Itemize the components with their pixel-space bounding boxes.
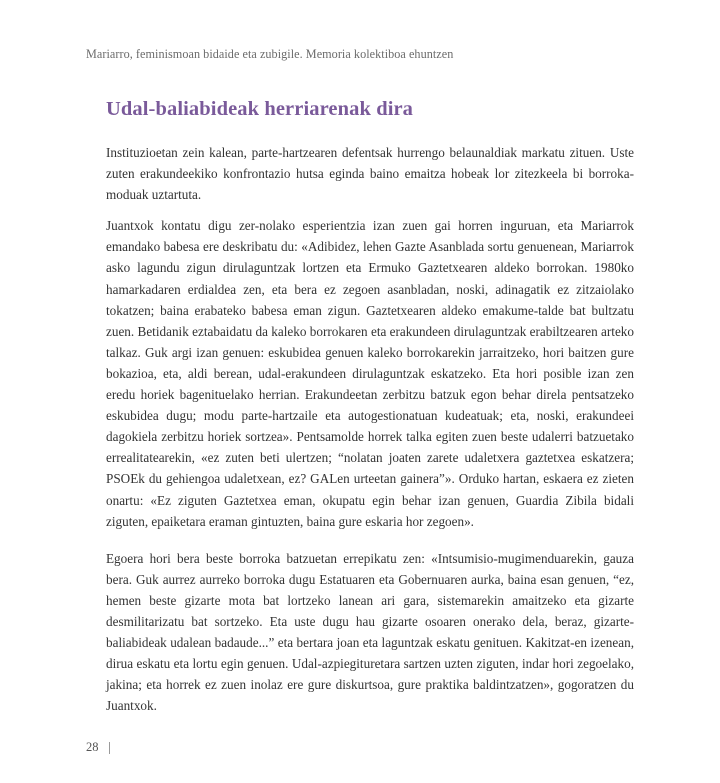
paragraph-intsumisio: Egoera hori bera beste borroka batzuetan errepikatu zen: «Intsumisio-mugimenduarekin, gauza bera. Guk aurrez aurreko borroka dugu Estatuaren eta Gobernuaren aurka, baina esan genuen, “ez, hemen beste gizarte mota bat lortzeko lanean ari gara, sistemarekin amaitzeko eta gizarte desmilitarizatu bat sortzeko. Eta uste dugu hau gizarte osoaren onerako dela, beraz, gizarte-baliabideak udalean badaude...” eta bertara joan eta laguntzak eskatu genituen. Kakitzat-en izenean, dirua eskatu eta lortu egin genuen. Udal-azpiegituretara sartzen uzten ziguten, indar hori zegoelako, jakina; eta horrek ez zuen inolaz ere gure diskurtsoa, gure praktika baldintzatzen», gogoratzen du Juantxok. bbox=[106, 550, 634, 714]
running-header: Mariarro, feminismoan bidaide eta zubigile. Memoria kolektiboa ehuntzen bbox=[86, 47, 454, 61]
paragraph-juantxok-testimony: Juantxok kontatu digu zer-nolako esperientzia izan zuen gai horren inguruan, eta Mariarrok emandako babesa ere deskribatu du: «Adibidez, lehen Gazte Asanblada sortu genuenean, Mariarrok asko lagundu zigun dirulaguntzak lortzen eta Ermuko Gaztetxearen aldeko borrokan. 1980ko hamarkadaren erdialdea zen, eta bera ez zegoen asanbladan, noski, adinagatik ez zitzaiolako tokatzen; baina erabateko babesa eman zigun. Gaztetxearen aldeko emakume-talde bat bultzatu zuen. Betidanik eztabaidatu da kaleko borrokaren eta erakundeen dirulaguntzak erabiltzearen arteko talkaz. Guk argi izan genuen: eskubidea genuen kaleko borrokarekin jarraitzeko, hori baitzen gure bokazioa, eta, aldi berean, udal-erakundeen dirulaguntzak eskatzeko. Eta hori posible izan zen eredu horiek bagenituelako herrian. Erakundeetan zerbitzu batzuk egon behar direla pentsatzeko eskubidea dugu; modu parte-hartzaile eta autogestionatuan kudeatuak; eta, noski, erakundeei dagokiela zerbitzu horiek sortzea». Pentsamolde horrek talka egiten zuen beste udalerri batzuetako errealitatearekin, «ez zuten beti ulertzen; “nolatan joaten zarete udaletxera gaztetxea eskatzera; PSOEk du gehiengoa udaletxean, ez? GALen urteetan gainera”». Orduko hartan, eskaera ez zieten onartu: «Ez ziguten Gaztetxea eman, okupatu egin behar izan genuen, Guardia Zibila bidali ziguten, epaiketara eraman gintuzten, baina gure eskaria hor zegoen». bbox=[106, 218, 634, 529]
section-title: Udal-baliabideak herriarenak dira bbox=[106, 98, 414, 120]
page-footer bbox=[86, 740, 634, 755]
footer-divider bbox=[109, 742, 110, 754]
text-column bbox=[106, 97, 634, 716]
page-number: 28 bbox=[86, 740, 99, 755]
paragraph-intro: Instituzioetan zein kalean, parte-hartzearen defentsak hurrengo belaunaldiak markatu zituen. Uste zuten erakundeekiko konfrontazio hutsa eginda baino emaitza hobeak lor zitezkeela bi borroka-moduak uztartuta. bbox=[106, 145, 634, 203]
